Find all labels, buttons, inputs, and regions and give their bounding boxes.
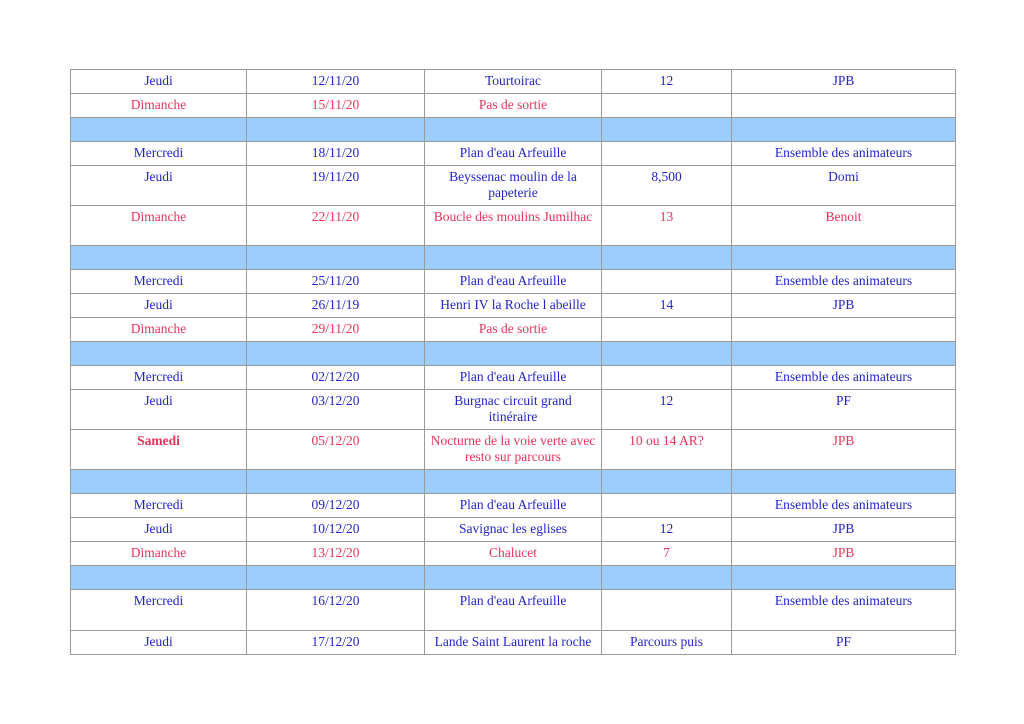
separator-cell [247,118,425,142]
date-cell: 18/11/20 [247,142,425,166]
date-cell: 16/12/20 [247,590,425,631]
distance-cell [602,142,732,166]
place-cell: Plan d'eau Arfeuille [425,142,602,166]
place-cell: Plan d'eau Arfeuille [425,366,602,390]
place-cell: Tourtoirac [425,70,602,94]
table-row [71,206,956,246]
separator-cell [425,470,602,494]
separator-cell [71,246,247,270]
table-row [71,270,956,294]
table-row [71,318,956,342]
table-row [71,70,956,94]
separator-cell [425,342,602,366]
week-separator-row [71,342,956,366]
separator-cell [602,342,732,366]
week-separator-row [71,566,956,590]
date-cell: 19/11/20 [247,166,425,206]
distance-cell [602,494,732,518]
date-cell: 15/11/20 [247,94,425,118]
date-cell: 12/11/20 [247,70,425,94]
day-cell: Samedi [71,430,247,470]
day-cell: Dimanche [71,94,247,118]
leader-cell [732,94,956,118]
leader-cell: PF [732,631,956,655]
leader-cell: JPB [732,430,956,470]
date-cell: 26/11/19 [247,294,425,318]
distance-cell [602,366,732,390]
place-cell: Burgnac circuit grand itinéraire [425,390,602,430]
day-cell: Dimanche [71,206,247,246]
table-row [71,518,956,542]
separator-cell [247,342,425,366]
leader-cell: Benoit [732,206,956,246]
place-cell: Plan d'eau Arfeuille [425,590,602,631]
distance-cell [602,318,732,342]
distance-cell [602,94,732,118]
place-cell: Pas de sortie [425,318,602,342]
table-row [71,390,956,430]
leader-cell: Ensemble des animateurs [732,366,956,390]
day-cell: Jeudi [71,294,247,318]
distance-cell: 10 ou 14 AR? [602,430,732,470]
separator-cell [425,246,602,270]
place-cell: Plan d'eau Arfeuille [425,494,602,518]
place-cell: Nocturne de la voie verte avec resto sur parcours [425,430,602,470]
table-row [71,366,956,390]
date-cell: 02/12/20 [247,366,425,390]
separator-cell [602,118,732,142]
day-cell: Jeudi [71,166,247,206]
day-cell: Mercredi [71,270,247,294]
separator-cell [425,566,602,590]
date-cell: 29/11/20 [247,318,425,342]
place-cell: Plan d'eau Arfeuille [425,270,602,294]
leader-cell: Ensemble des animateurs [732,142,956,166]
leader-cell: Ensemble des animateurs [732,494,956,518]
separator-cell [247,470,425,494]
distance-cell: 12 [602,390,732,430]
day-cell: Jeudi [71,70,247,94]
distance-cell: 13 [602,206,732,246]
separator-cell [71,470,247,494]
separator-cell [425,118,602,142]
date-cell: 17/12/20 [247,631,425,655]
place-cell: Boucle des moulins Jumilhac [425,206,602,246]
place-cell: Pas de sortie [425,94,602,118]
place-cell: Chalucet [425,542,602,566]
distance-cell [602,590,732,631]
distance-cell: Parcours puis [602,631,732,655]
separator-cell [602,470,732,494]
leader-cell [732,318,956,342]
day-cell: Dimanche [71,318,247,342]
leader-cell: JPB [732,70,956,94]
outings-schedule-table [70,69,956,655]
place-cell: Lande Saint Laurent la roche [425,631,602,655]
separator-cell [732,342,956,366]
leader-cell: Domi [732,166,956,206]
table-row [71,166,956,206]
table-row [71,542,956,566]
date-cell: 25/11/20 [247,270,425,294]
day-cell: Jeudi [71,518,247,542]
distance-cell: 7 [602,542,732,566]
separator-cell [602,566,732,590]
table-row [71,430,956,470]
leader-cell: JPB [732,518,956,542]
distance-cell [602,270,732,294]
week-separator-row [71,118,956,142]
day-cell: Dimanche [71,542,247,566]
week-separator-row [71,470,956,494]
date-cell: 03/12/20 [247,390,425,430]
day-cell: Mercredi [71,494,247,518]
table-row [71,294,956,318]
distance-cell: 12 [602,518,732,542]
separator-cell [247,566,425,590]
place-cell: Savignac les eglises [425,518,602,542]
separator-cell [602,246,732,270]
separator-cell [732,118,956,142]
place-cell: Henri IV la Roche l abeille [425,294,602,318]
separator-cell [71,566,247,590]
leader-cell: JPB [732,294,956,318]
date-cell: 22/11/20 [247,206,425,246]
table-row [71,142,956,166]
place-cell: Beyssenac moulin de la papeterie [425,166,602,206]
date-cell: 10/12/20 [247,518,425,542]
day-cell: Mercredi [71,142,247,166]
separator-cell [247,246,425,270]
distance-cell: 8,500 [602,166,732,206]
distance-cell: 12 [602,70,732,94]
leader-cell: JPB [732,542,956,566]
distance-cell: 14 [602,294,732,318]
separator-cell [732,566,956,590]
day-cell: Jeudi [71,390,247,430]
separator-cell [732,246,956,270]
separator-cell [732,470,956,494]
date-cell: 05/12/20 [247,430,425,470]
table-row [71,631,956,655]
leader-cell: PF [732,390,956,430]
day-cell: Mercredi [71,366,247,390]
date-cell: 13/12/20 [247,542,425,566]
day-cell: Mercredi [71,590,247,631]
table-row [71,94,956,118]
separator-cell [71,342,247,366]
leader-cell: Ensemble des animateurs [732,590,956,631]
leader-cell: Ensemble des animateurs [732,270,956,294]
separator-cell [71,118,247,142]
date-cell: 09/12/20 [247,494,425,518]
table-row [71,590,956,631]
week-separator-row [71,246,956,270]
day-cell: Jeudi [71,631,247,655]
table-row [71,494,956,518]
